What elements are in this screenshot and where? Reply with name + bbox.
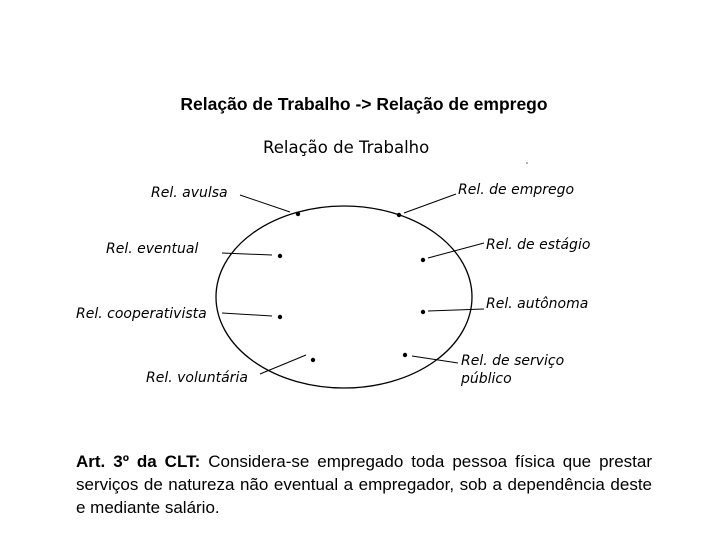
label-rel-avulsa: Rel. avulsa — [151, 185, 228, 201]
relation-diagram — [0, 130, 728, 410]
connector-avulsa — [240, 195, 290, 212]
label-rel-autonoma: Rel. autônoma — [486, 296, 589, 312]
dot-autonoma — [421, 310, 425, 314]
connector-voluntaria — [260, 355, 306, 374]
connector-autonoma — [428, 309, 484, 311]
label-rel-servico-publico: público — [461, 371, 512, 387]
label-rel-emprego: Rel. de emprego — [458, 182, 575, 198]
label-rel-eventual: Rel. eventual — [106, 241, 199, 257]
slide-title — [0, 94, 728, 115]
connector-estagio — [428, 243, 484, 258]
dot-cooperativista — [278, 315, 282, 319]
label-rel-servico: Rel. de serviço — [461, 353, 565, 369]
slide-title-text: Relação de Trabalho -> Relação de emprego — [180, 94, 548, 114]
connector-cooperativista — [222, 313, 272, 316]
connector-emprego — [404, 194, 456, 213]
label-rel-voluntaria: Rel. voluntária — [146, 370, 248, 386]
article-reference: Art. 3º da CLT: — [76, 452, 201, 471]
dot-avulsa — [296, 212, 300, 216]
diagram-graphics — [0, 130, 728, 410]
label-rel-cooperativista: Rel. cooperativista — [76, 306, 207, 322]
clt-article — [76, 450, 652, 519]
label-rel-estagio: Rel. de estágio — [486, 237, 591, 253]
work-relation-circle — [216, 206, 472, 388]
dot-servico-publico — [403, 353, 407, 357]
dot-voluntaria — [311, 358, 315, 362]
stray-dot — [526, 162, 528, 164]
connector-servico-publico — [412, 356, 458, 363]
dot-eventual — [278, 254, 282, 258]
dot-emprego — [397, 213, 401, 217]
article-text: Considera-se empregado toda pessoa física que prestar serviços de natureza não eventual a empregador, sob a dependência deste e mediante salário. — [76, 452, 652, 517]
dot-estagio — [421, 258, 425, 262]
diagram-title: Relação de Trabalho — [263, 138, 430, 157]
connector-eventual — [222, 253, 272, 255]
